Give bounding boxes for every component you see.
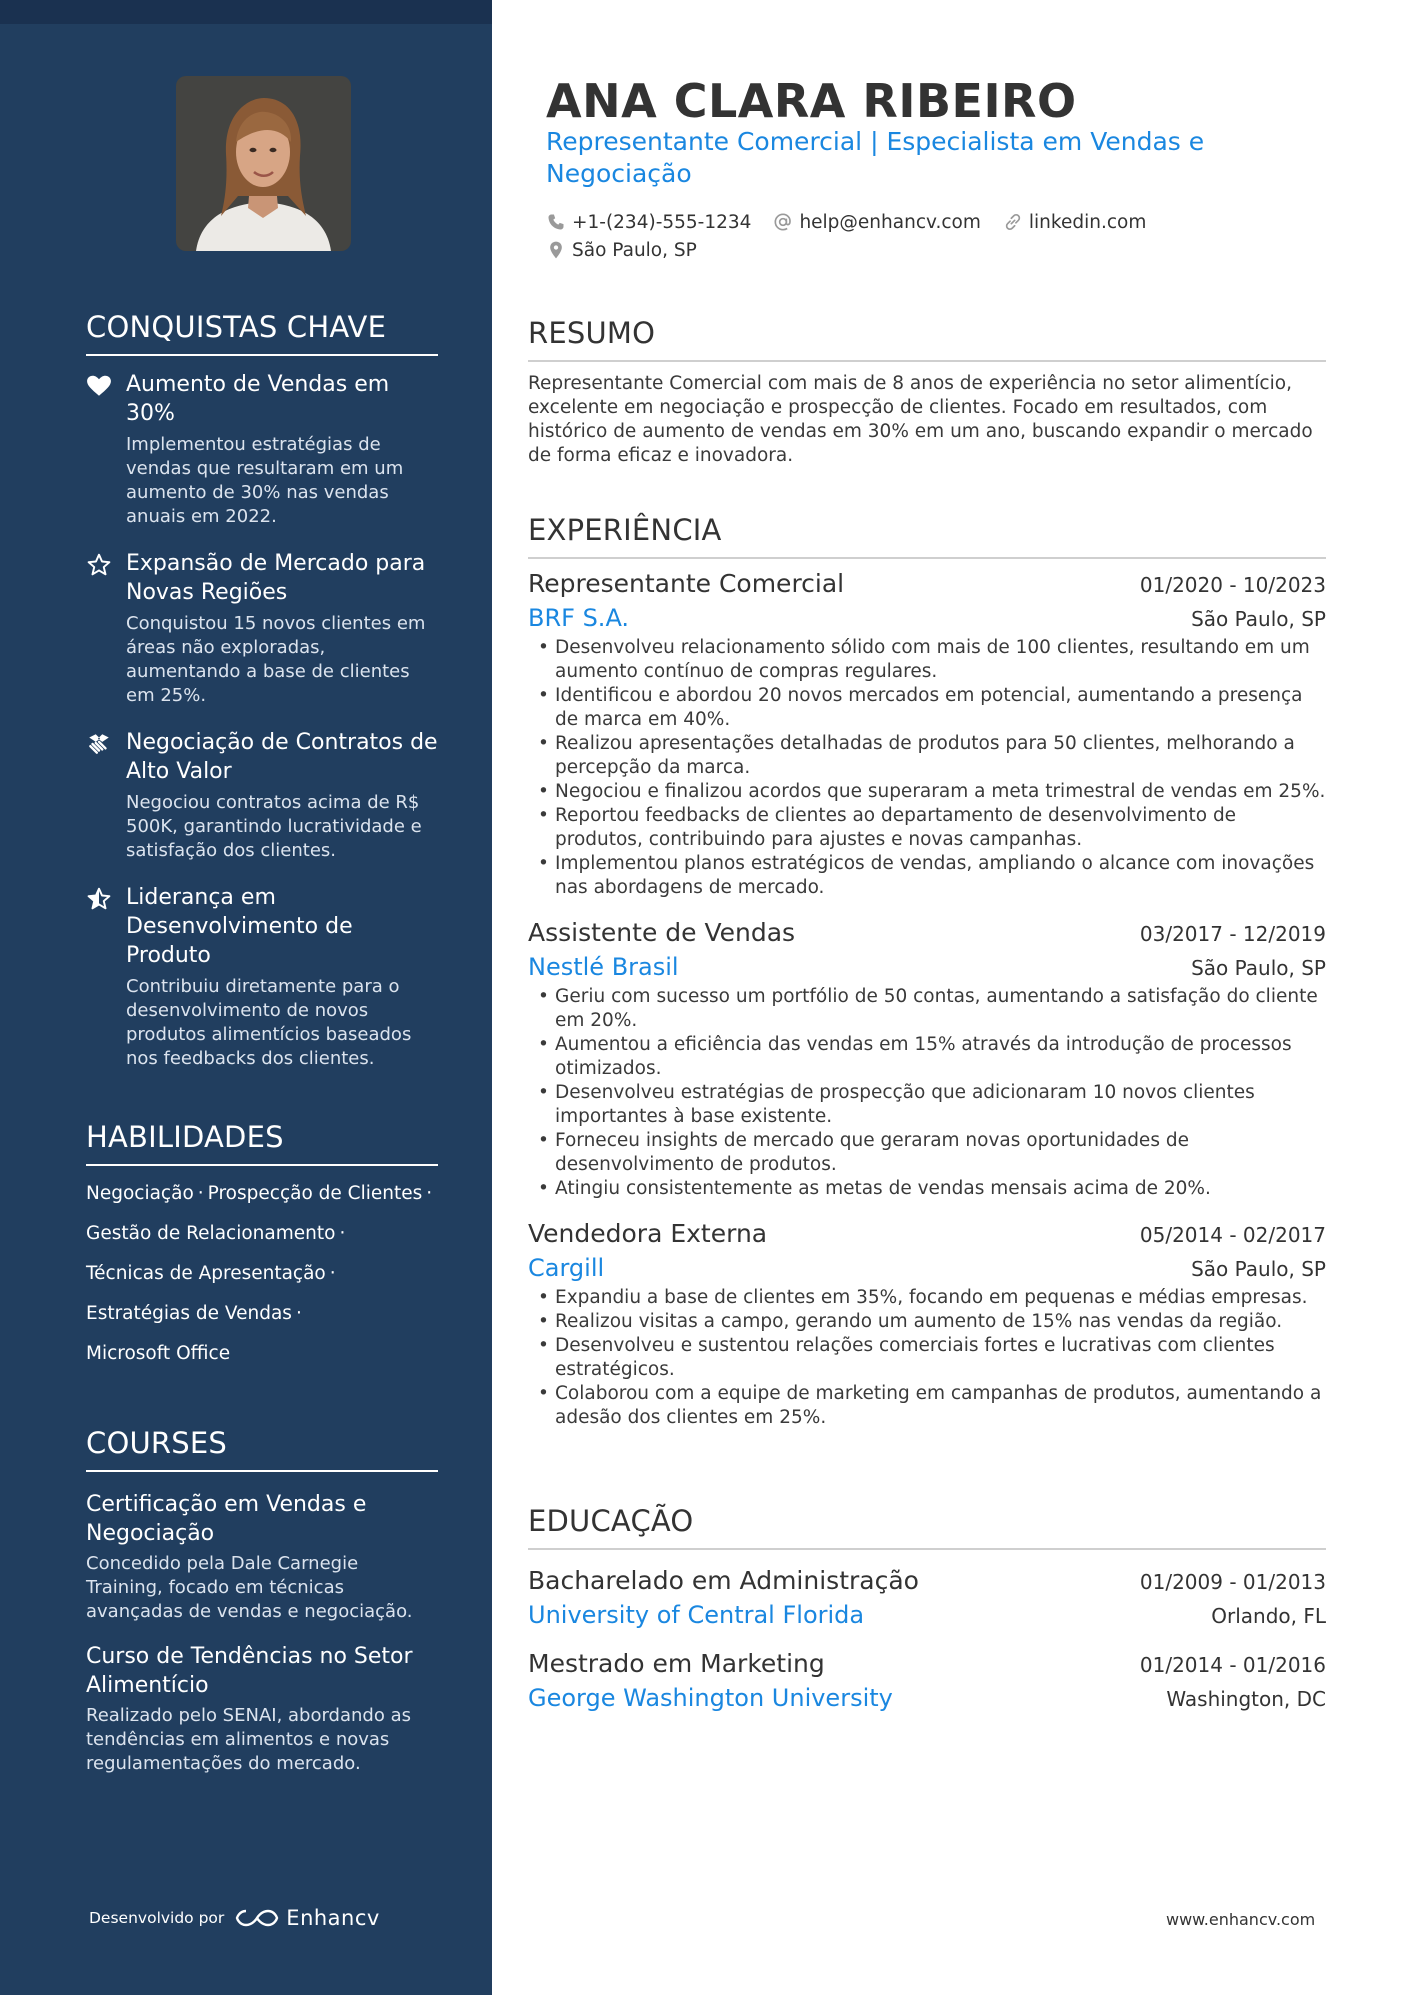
phone-icon	[546, 212, 566, 232]
achievement-item	[86, 370, 438, 529]
achievements-section	[86, 310, 438, 1071]
achievement-description: Negociou contratos acima de R$ 500K, garantindo lucratividade e satisfação dos clientes.	[126, 792, 422, 861]
link-icon	[1003, 212, 1023, 232]
job-bullets	[528, 1286, 1326, 1430]
job-title: Representante Comercial	[528, 569, 845, 598]
linkedin-text: linkedin.com	[1028, 211, 1147, 233]
skills-heading: HABILIDADES	[86, 1120, 438, 1166]
education-location: Orlando, FL	[1211, 1604, 1326, 1628]
contact-info	[546, 208, 1306, 264]
skills-row: Gestão de Relacionamento ·	[86, 1223, 346, 1244]
skill-item: Estratégias de Vendas	[86, 1303, 292, 1324]
sidebar	[0, 0, 492, 1995]
email-text: help@enhancv.com	[799, 211, 981, 233]
location-contact	[546, 240, 697, 261]
skill-item: Negociação	[86, 1183, 194, 1204]
enhancv-brand: Enhancv	[286, 1906, 380, 1930]
summary-heading: RESUMO	[528, 316, 1326, 362]
linkedin-contact[interactable]	[1003, 212, 1146, 233]
skills-row: Técnicas de Apresentação ·	[86, 1263, 336, 1284]
location-pin-icon	[546, 240, 566, 260]
job-bullet: • Desenvolveu estratégias de prospecção que adicionaram 10 novos clientes importantes à base existente.	[528, 1081, 1326, 1129]
job-bullet: • Colaborou com a equipe de marketing em campanhas de produtos, aumentando a adesão dos clientes em 25%.	[528, 1382, 1326, 1430]
education-entry	[528, 1649, 1326, 1712]
email-contact[interactable]	[773, 212, 980, 233]
course-item	[86, 1490, 438, 1624]
job-dates: 01/2020 - 10/2023	[1139, 573, 1326, 597]
job-dates: 03/2017 - 12/2019	[1139, 922, 1326, 946]
education-degree: Mestrado em Marketing	[528, 1649, 825, 1678]
job-title: Vendedora Externa	[528, 1219, 768, 1248]
education-school: George Washington University	[528, 1684, 893, 1712]
skills-section	[86, 1120, 438, 1366]
job-location: São Paulo, SP	[1191, 1257, 1326, 1281]
job-company: BRF S.A.	[528, 604, 630, 632]
job-bullet: • Reportou feedbacks de clientes ao departamento de desenvolvimento de produtos, contribuindo para ajustes e novas campanhas.	[528, 804, 1326, 852]
job-bullet: • Desenvolveu relacionamento sólido com mais de 100 clientes, resultando em um aumento contínuo de compras regulares.	[528, 636, 1326, 684]
phone-contact[interactable]	[546, 212, 751, 233]
sidebar-top-bar	[0, 0, 492, 24]
job-bullet: • Atingiu consistentemente as metas de vendas mensais acima de 20%.	[528, 1177, 1326, 1201]
course-item	[86, 1642, 438, 1776]
job-dates: 05/2014 - 02/2017	[1139, 1223, 1326, 1247]
education-location: Washington, DC	[1166, 1687, 1326, 1711]
job-bullet: • Negociou e finalizou acordos que superaram a meta trimestral de vendas em 25%.	[528, 780, 1326, 804]
job-bullet: • Realizou apresentações detalhadas de produtos para 50 clientes, melhorando a percepção da marca.	[528, 732, 1326, 780]
achievement-description: Contribuiu diretamente para o desenvolvimento de novos produtos alimentícios baseados nos feedbacks dos clientes.	[126, 976, 412, 1069]
achievement-item	[86, 883, 438, 1071]
achievement-item	[86, 728, 438, 863]
candidate-name: ANA CLARA RIBEIRO	[546, 74, 1077, 128]
achievement-title: Liderança em Desenvolvimento de Produto	[126, 885, 353, 968]
handshake-icon	[86, 731, 112, 757]
skills-row: Estratégias de Vendas ·	[86, 1303, 302, 1324]
education-entry	[528, 1566, 1326, 1629]
course-title: Curso de Tendências no Setor Alimentício	[86, 1644, 413, 1698]
contact-row	[546, 236, 1306, 264]
education-school: University of Central Florida	[528, 1601, 865, 1629]
job-entry	[528, 918, 1326, 1201]
enhancv-logo-icon	[234, 1906, 280, 1930]
skill-item: Gestão de Relacionamento	[86, 1223, 336, 1244]
powered-by-label: Desenvolvido por	[89, 1909, 225, 1927]
education-dates: 01/2009 - 01/2013	[1139, 1570, 1326, 1594]
course-description: Realizado pelo SENAI, abordando as tendências em alimentos e novas regulamentações do mercado.	[86, 1705, 411, 1774]
education-dates: 01/2014 - 01/2016	[1139, 1653, 1326, 1677]
location-text: São Paulo, SP	[572, 239, 697, 261]
job-bullets	[528, 636, 1326, 900]
at-icon	[773, 212, 793, 232]
job-bullet: • Aumentou a eficiência das vendas em 15% através da introdução de processos otimizados.	[528, 1033, 1326, 1081]
achievement-title: Negociação de Contratos de Alto Valor	[126, 730, 438, 784]
achievements-heading: CONQUISTAS CHAVE	[86, 310, 438, 356]
job-bullet: • Expandiu a base de clientes em 35%, focando em pequenas e médias empresas.	[528, 1286, 1326, 1310]
achievement-title: Expansão de Mercado para Novas Regiões	[126, 551, 426, 605]
achievement-description: Conquistou 15 novos clientes em áreas não exploradas, aumentando a base de clientes em 25%.	[126, 613, 426, 706]
course-description: Concedido pela Dale Carnegie Training, focado em técnicas avançadas de vendas e negociação.	[86, 1553, 413, 1622]
job-entry	[528, 1219, 1326, 1430]
job-title: Assistente de Vendas	[528, 918, 796, 947]
job-location: São Paulo, SP	[1191, 956, 1326, 980]
experience-heading: EXPERIÊNCIA	[528, 513, 1326, 559]
skill-item: Microsoft Office	[86, 1343, 231, 1364]
job-entry	[528, 569, 1326, 900]
summary-text: Representante Comercial com mais de 8 anos de experiência no setor alimentício, excelente em negociação e prospecção de clientes. Focado em resultados, com histórico de aumento de vendas em 30% em um ano, buscando expandir o mercado de forma eficaz e inovadora.	[528, 373, 1313, 466]
contact-row	[546, 208, 1306, 236]
job-bullets	[528, 985, 1326, 1201]
achievement-description: Implementou estratégias de vendas que resultaram em um aumento de 30% nas vendas anuais em 2022.	[126, 434, 404, 527]
heart-icon	[86, 373, 112, 399]
job-bullet: • Geriu com sucesso um portfólio de 50 contas, aumentando a satisfação do cliente em 20%.	[528, 985, 1326, 1033]
education-section	[528, 1504, 1326, 1712]
phone-text: +1-(234)-555-1234	[572, 211, 752, 233]
course-title: Certificação em Vendas e Negociação	[86, 1492, 367, 1546]
skill-item: Prospecção de Clientes	[207, 1183, 423, 1204]
star-half-icon	[86, 886, 112, 912]
job-bullet: • Desenvolveu e sustentou relações comerciais fortes e lucrativas com clientes estratégicos.	[528, 1334, 1326, 1382]
courses-heading: COURSES	[86, 1426, 438, 1472]
job-bullet: • Implementou planos estratégicos de vendas, ampliando o alcance com inovações nas abordagens de mercado.	[528, 852, 1326, 900]
skills-row	[86, 1342, 438, 1366]
star-outline-icon	[86, 552, 112, 578]
experience-section	[528, 513, 1326, 1430]
powered-by	[89, 1906, 380, 1930]
courses-section	[86, 1426, 438, 1776]
job-bullet: • Forneceu insights de mercado que geraram novas oportunidades de desenvolvimento de produtos.	[528, 1129, 1326, 1177]
job-location: São Paulo, SP	[1191, 607, 1326, 631]
job-bullet: • Identificou e abordou 20 novos mercados em potencial, aumentando a presença de marca em 40%.	[528, 684, 1326, 732]
profile-photo	[176, 76, 351, 251]
skill-item: Técnicas de Apresentação	[86, 1263, 326, 1284]
job-bullet: • Realizou visitas a campo, gerando um aumento de 15% nas vendas da região.	[528, 1310, 1326, 1334]
job-company: Nestlé Brasil	[528, 953, 679, 981]
achievement-title: Aumento de Vendas em 30%	[126, 372, 390, 426]
education-heading: EDUCAÇÃO	[528, 1504, 1326, 1550]
footer-website[interactable]: www.enhancv.com	[1166, 1910, 1316, 1929]
achievement-item	[86, 549, 438, 708]
job-company: Cargill	[528, 1254, 605, 1282]
skills-row: Negociação · Prospecção de Clientes ·	[86, 1183, 433, 1204]
summary-section	[528, 316, 1326, 468]
education-degree: Bacharelado em Administração	[528, 1566, 919, 1595]
candidate-headline: Representante Comercial | Especialista em Vendas e Negociação	[546, 127, 1205, 188]
